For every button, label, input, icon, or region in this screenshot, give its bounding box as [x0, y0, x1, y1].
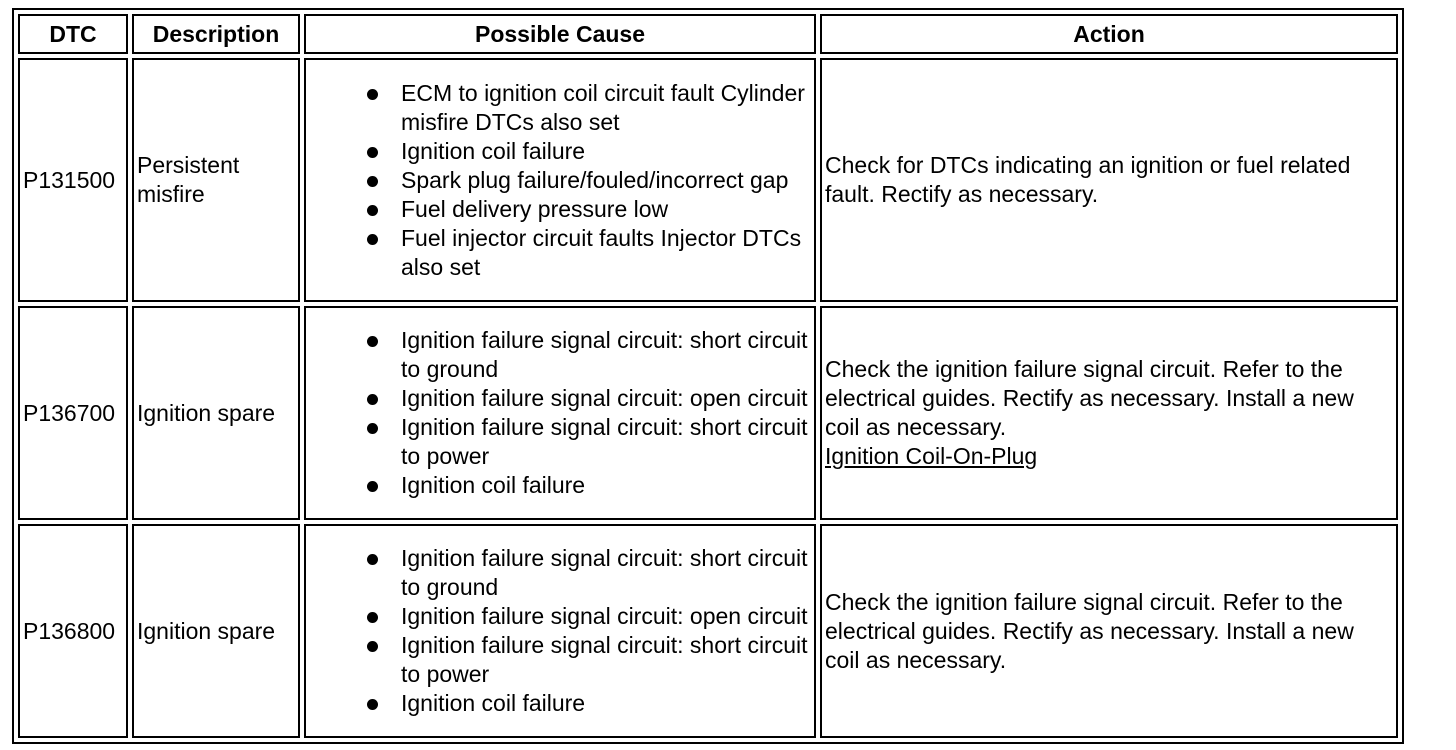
action-text: Check the ignition failure signal circuit. Refer to the electrical guides. Rectify as necessary. Install a new coil as necessary.: [825, 588, 1354, 673]
header-possible-cause: Possible Cause: [304, 14, 816, 54]
table-row: [18, 524, 1398, 738]
cause-list: [309, 326, 811, 500]
possible-causes: [304, 306, 816, 520]
ignition-coil-on-plug-link[interactable]: Ignition Coil-On-Plug: [825, 443, 1038, 469]
cause-list: [309, 544, 811, 718]
header-description: Description: [132, 14, 300, 54]
cause-item: Fuel delivery pressure low: [401, 195, 811, 224]
cause-item: Ignition coil failure: [401, 689, 811, 718]
header-action: Action: [820, 14, 1398, 54]
dtc-table: [12, 8, 1404, 744]
action-text: Check the ignition failure signal circuit. Refer to the electrical guides. Rectify as necessary. Install a new coil as necessary.: [825, 356, 1354, 440]
cause-item: Spark plug failure/fouled/incorrect gap: [401, 166, 811, 195]
cause-item: Ignition failure signal circuit: short circuit to ground: [401, 326, 811, 384]
cause-item: Ignition failure signal circuit: short circuit to power: [401, 631, 811, 689]
possible-causes: [304, 58, 816, 302]
action-cell: [820, 58, 1398, 302]
cause-item: Ignition coil failure: [401, 137, 811, 166]
dtc-code: P131500: [18, 58, 128, 302]
action-text: Check for DTCs indicating an ignition or fuel related fault. Rectify as necessary.: [825, 152, 1351, 207]
dtc-description: Ignition spare: [132, 524, 300, 738]
header-dtc: DTC: [18, 14, 128, 54]
action-cell: [820, 306, 1398, 520]
table-row: [18, 306, 1398, 520]
action-cell: [820, 524, 1398, 738]
possible-causes: [304, 524, 816, 738]
cause-list: [309, 79, 811, 282]
dtc-description: Ignition spare: [132, 306, 300, 520]
cause-item: Ignition coil failure: [401, 471, 811, 500]
dtc-code: P136700: [18, 306, 128, 520]
cause-item: Ignition failure signal circuit: open circuit: [401, 384, 811, 413]
dtc-description: Persistent misfire: [132, 58, 300, 302]
cause-item: Ignition failure signal circuit: open circuit: [401, 602, 811, 631]
table-row: [18, 58, 1398, 302]
dtc-code: P136800: [18, 524, 128, 738]
cause-item: Ignition failure signal circuit: short circuit to power: [401, 413, 811, 471]
dtc-table-container: [12, 8, 1404, 744]
cause-item: Ignition failure signal circuit: short circuit to ground: [401, 544, 811, 602]
cause-item: ECM to ignition coil circuit fault Cylinder misfire DTCs also set: [401, 79, 811, 137]
cause-item: Fuel injector circuit faults Injector DTCs also set: [401, 224, 811, 282]
header-row: [18, 14, 1398, 54]
